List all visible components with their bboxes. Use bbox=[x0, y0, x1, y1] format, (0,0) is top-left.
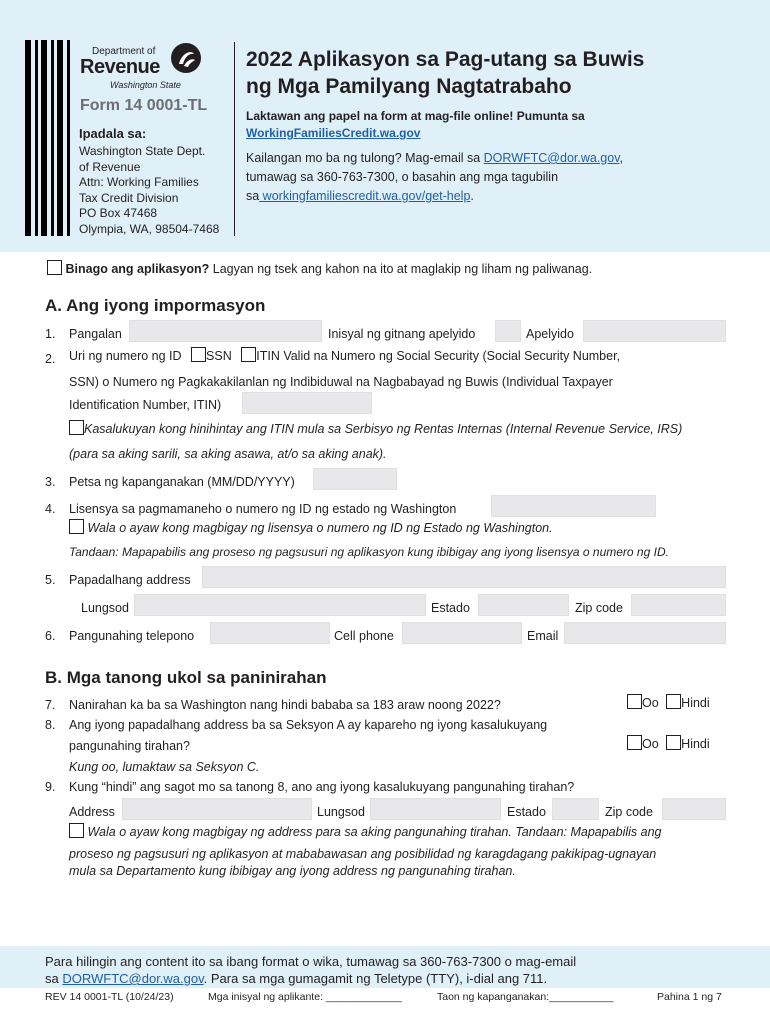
question-number: 6. bbox=[45, 629, 56, 643]
title-line: ng Mga Pamilyang Nagtatrabaho bbox=[246, 75, 572, 98]
revision-code: REV 14 0001-TL (10/24/23) bbox=[45, 991, 174, 1003]
no-residence-row bbox=[69, 823, 662, 839]
no-label: Hindi bbox=[681, 737, 710, 751]
footer-email-link[interactable]: DORWFTC@dor.wa.gov bbox=[62, 971, 204, 986]
cell-phone-label: Cell phone bbox=[334, 629, 394, 643]
state-label: Estado bbox=[431, 601, 470, 615]
footer-line: sa bbox=[45, 971, 63, 986]
footer-line: . Para sa mga gumagamit ng Teletype (TTY), i-dial ang 711. bbox=[203, 971, 548, 986]
no-license-checkbox[interactable] bbox=[69, 519, 84, 534]
help-line: sa bbox=[246, 189, 260, 203]
form-number: Form 14 0001-TL bbox=[80, 97, 208, 114]
no-residence-text: proseso ng pagsusuri ng aplikasyon at mababawasan ang posibilidad ng karagdagang pakikipag-ugnayan bbox=[69, 847, 657, 861]
no-label: Hindi bbox=[681, 696, 710, 710]
birth-date-label: Petsa ng kapanganakan (MM/DD/YYYY) bbox=[69, 475, 295, 489]
applicant-initials: Mga inisyal ng aplikante: _____________ bbox=[208, 991, 402, 1003]
online-filing-note bbox=[246, 108, 585, 142]
id-type-text: SSN) o Numero ng Pagkakakilanlan ng Indibiduwal na Nagbabayad ng Buwis (Individual Taxpayer bbox=[69, 375, 613, 389]
email-label: Email bbox=[527, 629, 559, 643]
help-website-link[interactable]: workingfamiliescredit.wa.gov/get-help bbox=[259, 189, 471, 203]
help-line: tumawag sa 360-763-7300, o basahin ang mga tagubilin bbox=[246, 170, 559, 184]
address-line: Washington State Dept. bbox=[79, 144, 206, 158]
itin-pending-row bbox=[69, 420, 682, 436]
birth-year: Taon ng kapanganakan:___________ bbox=[437, 991, 614, 1003]
ssn-checkbox[interactable] bbox=[191, 347, 206, 362]
middle-initial-input[interactable] bbox=[495, 320, 521, 342]
license-label: Lisensya sa pagmamaneho o numero ng ID ng estado ng Washington bbox=[69, 502, 457, 516]
send-to-label: Ipadala sa: bbox=[79, 126, 147, 141]
same-address-no-checkbox[interactable] bbox=[666, 735, 681, 750]
zip-input[interactable] bbox=[631, 594, 726, 616]
address-line: Attn: Working Families bbox=[79, 175, 199, 189]
address-line: of Revenue bbox=[79, 159, 141, 174]
state-input[interactable] bbox=[478, 594, 569, 616]
address-line: PO Box 47468 bbox=[79, 206, 158, 220]
amended-row bbox=[47, 260, 592, 276]
ssn-label: SSN bbox=[206, 349, 232, 363]
yes-label: Oo bbox=[642, 737, 659, 751]
question-number: 2. bbox=[45, 352, 56, 366]
last-name-label: Apelyido bbox=[526, 327, 574, 341]
question-number: 3. bbox=[45, 475, 56, 489]
itin-pending-text: (para sa aking sarili, sa aking asawa, at/o sa aking anak). bbox=[69, 447, 387, 461]
itin-pending-checkbox[interactable] bbox=[69, 420, 84, 435]
cell-phone-input[interactable] bbox=[402, 622, 522, 644]
id-type-label: Uri ng numero ng ID bbox=[69, 349, 182, 363]
question-number: 5. bbox=[45, 573, 56, 587]
mailing-address-input[interactable] bbox=[202, 566, 726, 588]
id-type-row bbox=[69, 347, 620, 363]
residence-question: Kung “hindi” ang sagot mo sa tanong 8, ano ang iyong kasalukuyang pangunahing tirahan? bbox=[69, 780, 575, 794]
amended-label: Binago ang aplikasyon? bbox=[65, 262, 210, 276]
no-residence-label: Wala o ayaw kong magbigay ng address para sa aking pangunahing tirahan. Tandaan: Mapapabilis ang bbox=[87, 825, 662, 839]
no-license-label: Wala o ayaw kong magbigay ng lisensya o numero ng ID ng Estado ng Washington. bbox=[87, 521, 553, 535]
no-license-row bbox=[69, 519, 553, 535]
primary-phone-label: Pangunahing telepono bbox=[69, 629, 195, 643]
header-divider bbox=[234, 42, 235, 236]
residence-zip-label: Zip code bbox=[605, 805, 653, 819]
residency-answer bbox=[627, 694, 710, 710]
logo-revenue-text: Revenue bbox=[80, 56, 160, 78]
same-address-question: Ang iyong papadalhang address ba sa Seksyon A ay kapareho ng iyong kasalukuyang bbox=[69, 718, 548, 732]
accessibility-note bbox=[45, 953, 576, 987]
section-a-title: A. Ang iyong impormasyon bbox=[45, 296, 266, 315]
primary-phone-input[interactable] bbox=[210, 622, 330, 644]
question-number: 7. bbox=[45, 698, 56, 712]
license-input[interactable] bbox=[491, 495, 656, 517]
middle-initial-label: Inisyal ng gitnang apelyido bbox=[328, 327, 476, 341]
city-input[interactable] bbox=[134, 594, 426, 616]
address-line: Olympia, WA, 98504-7468 bbox=[79, 221, 220, 236]
help-line: Kailangan mo ba ng tulong? Mag-email sa bbox=[246, 151, 484, 165]
page-number: Pahina 1 ng 7 bbox=[657, 991, 722, 1003]
residence-state-label: Estado bbox=[507, 805, 546, 819]
same-address-answer bbox=[627, 735, 710, 751]
license-note: Tandaan: Mapapabilis ang proseso ng pagsusuri ng aplikasyon kung ibibigay ang iyong lisensya o numero ng ID. bbox=[69, 545, 669, 559]
address-line: Tax Credit Division bbox=[79, 190, 179, 205]
amended-text: Lagyan ng tsek ang kahon na ito at maglakip ng liham ng paliwanag. bbox=[209, 262, 593, 276]
residence-city-label: Lungsod bbox=[317, 805, 365, 819]
logo-dept-text: Department of bbox=[92, 46, 156, 57]
barcode-strip bbox=[25, 40, 73, 236]
department-logo bbox=[78, 40, 208, 95]
skip-text: Laktawan ang papel na form at mag-file online! Pumunta sa bbox=[246, 109, 585, 123]
title-line: 2022 Aplikasyon sa Pag-utang sa Buwis bbox=[246, 48, 645, 71]
no-residence-text: mula sa Departamento kung ibibigay ang iyong address ng pangunahing tirahan. bbox=[69, 864, 516, 878]
city-label: Lungsod bbox=[81, 601, 129, 615]
amended-checkbox[interactable] bbox=[47, 260, 62, 275]
revenue-mark-icon bbox=[170, 42, 202, 74]
itin-pending-label: Kasalukuyan kong hinihintay ang ITIN mula sa Serbisyo ng Rentas Internas (Internal Revenue Service, IRS) bbox=[84, 422, 683, 436]
logo-state-text: Washington State bbox=[110, 80, 181, 90]
question-number: 1. bbox=[45, 327, 56, 341]
id-number-input[interactable] bbox=[242, 392, 372, 414]
residence-address-label: Address bbox=[69, 805, 115, 819]
online-filing-link[interactable]: WorkingFamiliesCredit.wa.gov bbox=[246, 126, 421, 140]
residency-no-checkbox[interactable] bbox=[666, 694, 681, 709]
itin-label: ITIN Valid na Numero ng Social Security (Social Security Number, bbox=[256, 349, 621, 363]
yes-label: Oo bbox=[642, 696, 659, 710]
skip-note: Kung oo, lumaktaw sa Seksyon C. bbox=[69, 760, 260, 774]
help-text: Kailangan mo ba ng tulong? Mag-email sa DORWFTC@dor.wa.gov, tumawag sa 360-763-7300, o basahin ang mga tagubilin sa workingfamiliescredit.wa.gov/get-help. bbox=[246, 149, 756, 206]
id-type-text: Identification Number, ITIN) bbox=[69, 398, 222, 412]
zip-label: Zip code bbox=[575, 601, 623, 615]
residency-question: Nanirahan ka ba sa Washington nang hindi bababa sa 183 araw noong 2022? bbox=[69, 698, 501, 712]
residence-state-input[interactable] bbox=[552, 798, 599, 820]
mailing-address-label: Papadalhang address bbox=[69, 573, 191, 587]
residence-zip-input[interactable] bbox=[662, 798, 726, 820]
email-input[interactable] bbox=[564, 622, 726, 644]
first-name-input[interactable] bbox=[129, 320, 322, 342]
question-number: 8. bbox=[45, 718, 56, 732]
mailing-address bbox=[79, 144, 219, 237]
no-residence-checkbox[interactable] bbox=[69, 823, 84, 838]
form-title bbox=[246, 46, 746, 100]
question-number: 4. bbox=[45, 502, 56, 516]
footer-line: Para hilingin ang content ito sa ibang format o wika, tumawag sa 360-763-7300 o mag-email bbox=[45, 954, 577, 969]
same-address-yes-checkbox[interactable] bbox=[627, 735, 642, 750]
section-b-title: B. Mga tanong ukol sa paninirahan bbox=[45, 668, 327, 687]
question-number: 9. bbox=[45, 780, 56, 794]
same-address-question: pangunahing tirahan? bbox=[69, 739, 190, 753]
residence-address-input[interactable] bbox=[122, 798, 312, 820]
help-email-link[interactable]: DORWFTC@dor.wa.gov bbox=[483, 151, 620, 165]
first-name-label: Pangalan bbox=[69, 327, 122, 341]
residency-yes-checkbox[interactable] bbox=[627, 694, 642, 709]
residence-city-input[interactable] bbox=[370, 798, 501, 820]
birth-date-input[interactable] bbox=[313, 468, 397, 490]
itin-checkbox[interactable] bbox=[241, 347, 256, 362]
last-name-input[interactable] bbox=[583, 320, 726, 342]
